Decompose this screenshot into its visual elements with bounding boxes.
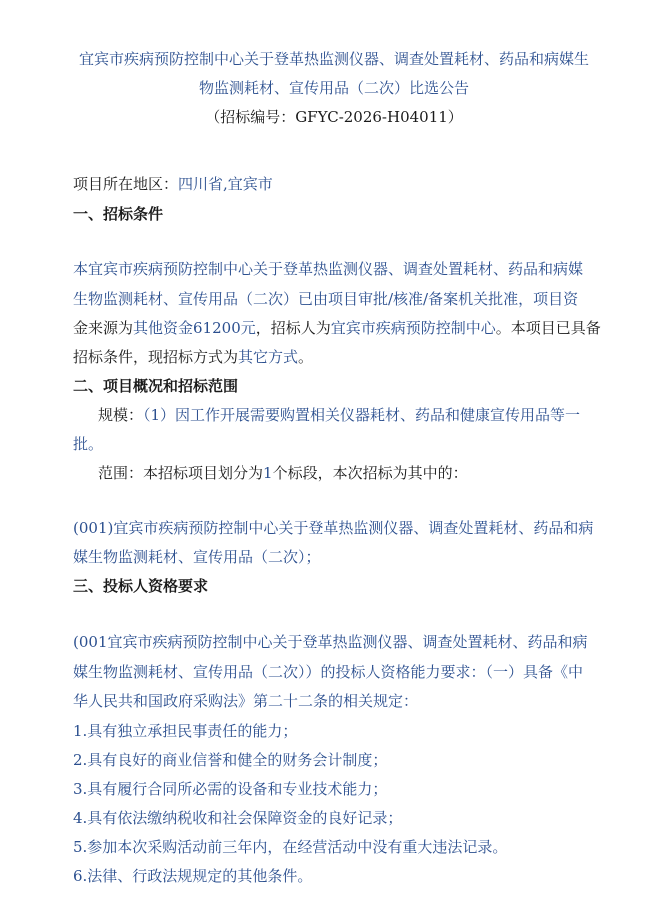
text-fragment: 。本项目已具备 xyxy=(495,319,601,337)
qualification-item-2: 2.具有良好的商业信誉和健全的财务会计制度； xyxy=(73,751,388,769)
lot-line-2: 媒生物监测耗材、宣传用品（二次）； xyxy=(73,548,321,566)
lot-count: 1 xyxy=(263,464,273,482)
text-fragment: 招标条件，现招标方式为 xyxy=(73,348,239,366)
scale-line-1 xyxy=(98,400,580,430)
section-3-line-3: 华人民共和国政府采购法》第二十二条的相关规定： xyxy=(73,692,419,710)
tender-method: 其它方式 xyxy=(238,348,299,366)
scale-text-1: （1）因工作开展需要购置相关仪器耗材、药品和健康宣传用品等一 xyxy=(143,406,581,424)
project-location xyxy=(73,169,273,199)
title-line-1: 宜宾市疾病预防控制中心关于登革热监测仪器、调查处置耗材、药品和病媒生 xyxy=(78,50,589,68)
section-3-line-1: (001宜宾市疾病预防控制中心关于登革热监测仪器、调查处置耗材、药品和病 xyxy=(73,633,588,651)
location-value: 四川省,宜宾市 xyxy=(178,175,273,193)
section-2-heading: 二、项目概况和招标范围 xyxy=(73,377,239,395)
text-fragment: 。 xyxy=(298,348,314,366)
text-fragment: 个标段，本次招标为其中的： xyxy=(272,464,468,482)
qualification-item-3: 3.具有履行合同所必需的设备和专业技术能力； xyxy=(73,780,388,798)
title-line-2: 物监测耗材、宣传用品（二次）比选公告 xyxy=(198,79,469,97)
section-1-line-3 xyxy=(73,313,601,343)
section-3-heading: 三、投标人资格要求 xyxy=(73,577,209,595)
section-1-line-4 xyxy=(73,342,313,372)
section-1-line-1: 本宜宾市疾病预防控制中心关于登革热监测仪器、调查处置耗材、药品和病媒 xyxy=(73,260,584,278)
text-fragment: ，招标人为 xyxy=(255,319,331,337)
tenderer-name: 宜宾市疾病预防控制中心 xyxy=(330,319,496,337)
text-fragment: 范围：本招标项目划分为 xyxy=(98,464,264,482)
section-3-line-2: 媒生物监测耗材、宣传用品（二次））的投标人资格能力要求：（一）具备《中 xyxy=(73,663,584,681)
section-1-line-2: 生物监测耗材、宣传用品（二次）已由项目审批/核准/备案机关批准，项目资 xyxy=(73,290,579,308)
fund-source: 其他资金61200元 xyxy=(133,319,256,337)
location-label: 项目所在地区： xyxy=(73,175,179,193)
scale-label: 规模： xyxy=(98,406,144,424)
qualification-item-1: 1.具有独立承担民事责任的能力； xyxy=(73,722,298,740)
qualification-item-6: 6.法律、行政法规规定的其他条件。 xyxy=(73,867,313,885)
qualification-item-4: 4.具有依法缴纳税收和社会保障资金的良好记录； xyxy=(73,809,403,827)
section-1-heading: 一、招标条件 xyxy=(73,205,164,223)
qualification-item-5: 5.参加本次采购活动前三年内，在经营活动中没有重大违法记录。 xyxy=(73,838,508,856)
bid-number: （招标编号：GFYC-2026-H04011） xyxy=(205,108,463,126)
lot-line-1: (001)宜宾市疾病预防控制中心关于登革热监测仪器、调查处置耗材、药品和病 xyxy=(73,519,594,537)
scale-line-2: 批。 xyxy=(73,435,104,453)
range-line xyxy=(98,458,468,488)
text-fragment: 金来源为 xyxy=(73,319,134,337)
